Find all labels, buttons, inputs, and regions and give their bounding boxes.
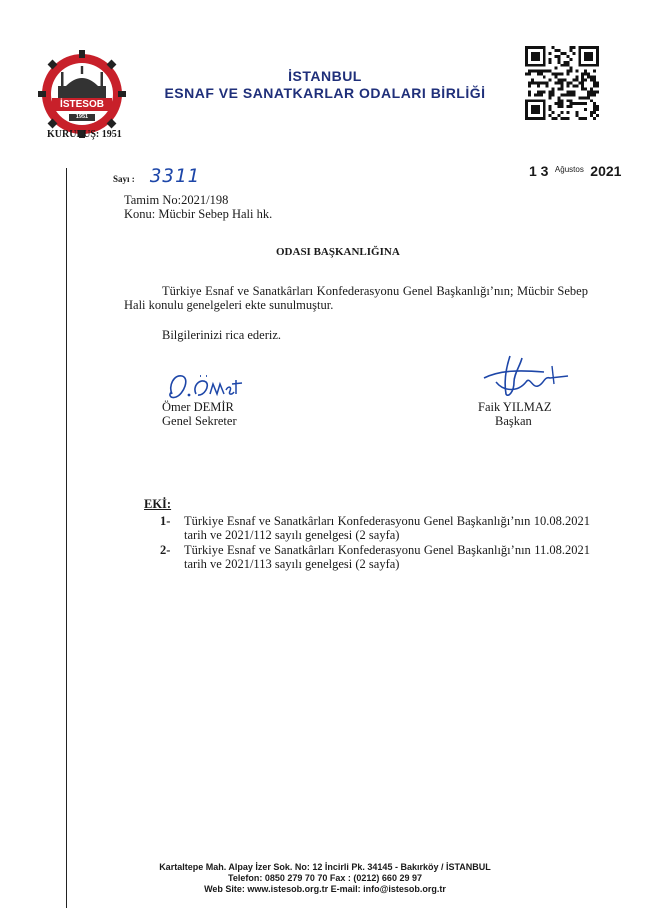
- footer-web: Web Site: www.istesob.org.tr E-mail: info@istesob.org.tr: [204, 884, 446, 894]
- sayi-colon: :: [131, 174, 135, 184]
- margin-rule: [66, 168, 67, 908]
- date-year: 2021: [590, 163, 622, 179]
- istesob-logo: [36, 48, 128, 140]
- org-title-line2: ESNAF VE SANATKARLAR ODALARI BİRLİĞİ: [164, 85, 486, 101]
- footer-phone: Telefon: 0850 279 70 70 Fax : (0212) 660 29 97: [228, 873, 422, 883]
- annex-text: Türkiye Esnaf ve Sanatkârları Konfederasyonu Genel Başkanlığı’nın 10.08.2021 tarih ve 2021/112 sayılı genelgesi (2 sayfa): [184, 514, 590, 542]
- organization-title: [150, 68, 500, 101]
- subject-line: Konu: Mücbir Sebep Hali hk.: [124, 207, 273, 221]
- signatory-name-secretary: Ömer DEMİR: [162, 400, 234, 414]
- signatory-title-secretary: Genel Sekreter: [162, 414, 237, 428]
- signature-president: [470, 352, 580, 402]
- footer-contact: [130, 862, 520, 895]
- logo-wordmark: İSTESOB: [60, 99, 104, 110]
- annex-label: EKİ:: [144, 497, 172, 511]
- sayi-label-text: Sayı: [113, 174, 130, 184]
- qr-code: [525, 46, 599, 120]
- logo-year: 1951: [75, 114, 89, 120]
- reference-number-label: [113, 174, 135, 184]
- annex-number: 2-: [160, 543, 171, 557]
- footer-address: Kartaltepe Mah. Alpay İzer Sok. No: 12 İncirli Pk. 34145 - Bakırköy / İSTANBUL: [159, 862, 491, 872]
- annex-text: Türkiye Esnaf ve Sanatkârları Konfederasyonu Genel Başkanlığı’nın 11.08.2021 tarih ve 2021/113 sayılı genelgesi (2 sayfa): [184, 543, 590, 571]
- signatory-title-president: Başkan: [495, 414, 532, 428]
- date-month: Ağustos: [554, 165, 584, 174]
- date-stamp: [529, 163, 621, 181]
- annex-item: [160, 514, 590, 542]
- annex-item: [160, 543, 590, 571]
- date-day: 1 3: [529, 163, 549, 179]
- circular-number: Tamim No:2021/198: [124, 193, 229, 207]
- reference-number-handwritten: 3311: [150, 165, 200, 187]
- founded-year: KURULUŞ: 1951: [47, 129, 122, 140]
- annex-number: 1-: [160, 514, 171, 528]
- org-title-line1: İSTANBUL: [288, 68, 362, 84]
- addressee-heading: ODASI BAŞKANLIĞINA: [276, 246, 400, 258]
- closing-regards: Bilgilerinizi rica ederiz.: [162, 328, 282, 342]
- letter-paragraph: Türkiye Esnaf ve Sanatkârları Konfederasyonu Genel Başkanlığı’nın; Mücbir Sebep Hali konulu genelgeleri ekte sunulmuştur.: [124, 284, 588, 312]
- signatory-name-president: Faik YILMAZ: [478, 400, 552, 414]
